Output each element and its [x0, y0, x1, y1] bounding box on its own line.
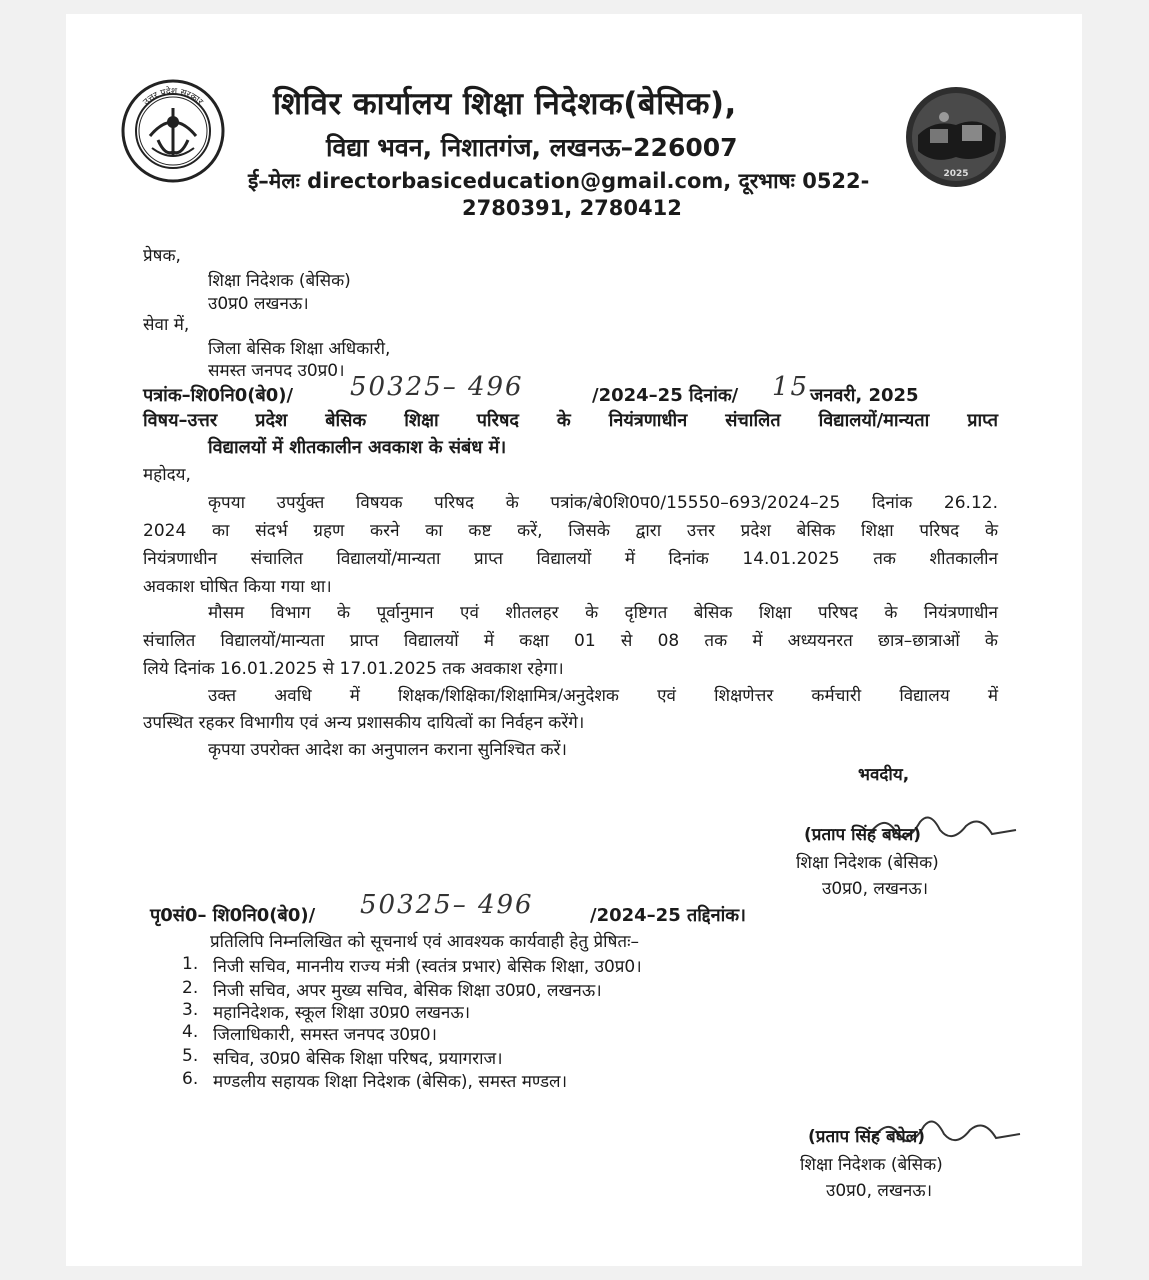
contact-phones: 2780391, 2780412 — [462, 196, 682, 220]
copy-item-text: जिलाधिकारी, समस्त जनपद उ0प्र0। — [213, 1025, 437, 1045]
sender-location: उ0प्र0 लखनऊ। — [208, 294, 309, 314]
handwritten-date: 15 — [772, 372, 810, 402]
copy-item-text: मण्डलीय सहायक शिक्षा निदेशक (बेसिक), समस्त मण्डल। — [213, 1072, 568, 1092]
endorsement-intro: प्रतिलिपि निम्नलिखित को सूचनार्थ एवं आवश्यक कार्यवाही हेतु प्रेषितः– — [210, 932, 640, 952]
office-name: शिविर कार्यालय शिक्षा निदेशक(बेसिक), — [273, 86, 737, 122]
endorsement-prefix: पृ0सं0– शि0नि0(बे0)/ — [150, 905, 316, 926]
copy-item-number: 2. — [182, 978, 199, 998]
paragraph-2-line-2: संचालित विद्यालयों/मान्यता प्राप्त विद्यालयों में कक्षा 01 से 08 तक में अध्ययनरत छात्र–छात्राओं के — [143, 631, 998, 651]
contact-line: ई–मेलः directorbasiceducation@gmail.com, दूरभाषः 0522- — [248, 169, 870, 193]
paragraph-2-line-1: मौसम विभाग के पूर्वानुमान एवं शीतलहर के दृष्टिगत बेसिक शिक्षा परिषद के नियंत्रणाधीन — [208, 603, 998, 623]
signatory-location: उ0प्र0, लखनऊ। — [822, 879, 929, 899]
copy-item-text: सचिव, उ0प्र0 बेसिक शिक्षा परिषद, प्रयागराज। — [213, 1049, 503, 1069]
copy-item-text: महानिदेशक, स्कूल शिक्षा उ0प्र0 लखनऊ। — [213, 1003, 471, 1023]
copy-item-number: 6. — [182, 1069, 199, 1089]
signatory-location: उ0प्र0, लखनऊ। — [826, 1181, 933, 1201]
emblem-text: उत्तर प्रदेश सरकार — [141, 86, 205, 108]
paragraph-2-line-3: लिये दिनांक 16.01.2025 से 17.01.2025 तक अवकाश रहेगा। — [143, 659, 564, 679]
signatory-designation: शिक्षा निदेशक (बेसिक) — [796, 853, 939, 873]
paragraph-1-line-3: नियंत्रणाधीन संचालित विद्यालयों/मान्यता प्राप्त विद्यालयों में दिनांक 14.01.2025 तक शीतकालीन — [143, 549, 998, 569]
reference-month-year: जनवरी, 2025 — [810, 385, 919, 406]
salutation: महोदय, — [143, 465, 191, 485]
copy-item-number: 1. — [182, 954, 199, 974]
paragraph-3-line-2: उपस्थित रहकर विभागीय एवं अन्य प्रशासकीय दायित्वों का निर्वहन करेंगे। — [143, 713, 585, 733]
subject-line-1: विषय–उत्तर प्रदेश बेसिक शिक्षा परिषद के नियंत्रणाधीन संचालित विद्यालयों/मान्यता प्राप्त — [143, 410, 998, 431]
department-seal-icon — [904, 85, 1008, 189]
copy-item-number: 3. — [182, 1000, 199, 1020]
copy-item-text: निजी सचिव, माननीय राज्य मंत्री (स्वतंत्र प्रभार) बेसिक शिक्षा, उ0प्र0। — [213, 957, 642, 977]
subject-line-2: विद्यालयों में शीतकालीन अवकाश के संबंध में। — [208, 437, 507, 458]
handwritten-reference-number: 50325– 496 — [350, 372, 524, 402]
handwritten-endorsement-number: 50325– 496 — [360, 890, 534, 920]
recipient-designation: जिला बेसिक शिक्षा अधिकारी, — [208, 339, 391, 359]
paragraph-4: कृपया उपरोक्त आदेश का अनुपालन कराना सुनिश्चित करें। — [208, 740, 567, 760]
recipient-label: सेवा में, — [143, 315, 190, 335]
paragraph-1-line-1: कृपया उपर्युक्त विषयक परिषद के पत्रांक/बे0शि0प0/15550–693/2024–25 दिनांक 26.12. — [208, 493, 998, 513]
recipient-location: समस्त जनपद उ0प्र0। — [208, 361, 345, 381]
up-government-emblem-icon — [120, 78, 226, 184]
signatory-designation: शिक्षा निदेशक (बेसिक) — [800, 1155, 943, 1175]
reference-prefix: पत्रांक–शि0नि0(बे0)/ — [143, 385, 294, 406]
reference-suffix: /2024–25 दिनांक/ — [592, 385, 739, 406]
office-address: विद्या भवन, निशातगंज, लखनऊ–226007 — [326, 133, 738, 162]
sender-designation: शिक्षा निदेशक (बेसिक) — [208, 271, 351, 291]
seal-year: 2025 — [943, 169, 969, 179]
endorsement-suffix: /2024–25 तद्दिनांक। — [590, 905, 746, 926]
paragraph-3-line-1: उक्त अवधि में शिक्षक/शिक्षिका/शिक्षामित्र/अनुदेशक एवं शिक्षणेत्तर कर्मचारी विद्यालय में — [208, 686, 998, 706]
closing-yours: भवदीय, — [858, 765, 910, 785]
paragraph-1-line-2: 2024 का संदर्भ ग्रहण करने का कष्ट करें, जिसके द्वारा उत्तर प्रदेश बेसिक शिक्षा परिषद के — [143, 521, 998, 541]
copy-item-text: निजी सचिव, अपर मुख्य सचिव, बेसिक शिक्षा उ0प्र0, लखनऊ। — [213, 981, 602, 1001]
copy-item-number: 4. — [182, 1022, 199, 1042]
signatory-name: (प्रताप सिंह बघेल) — [808, 1127, 925, 1147]
signatory-name: (प्रताप सिंह बघेल) — [804, 825, 921, 845]
paragraph-1-line-4: अवकाश घोषित किया गया था। — [143, 577, 332, 597]
sender-label: प्रेषक, — [143, 246, 181, 266]
copy-item-number: 5. — [182, 1046, 199, 1066]
